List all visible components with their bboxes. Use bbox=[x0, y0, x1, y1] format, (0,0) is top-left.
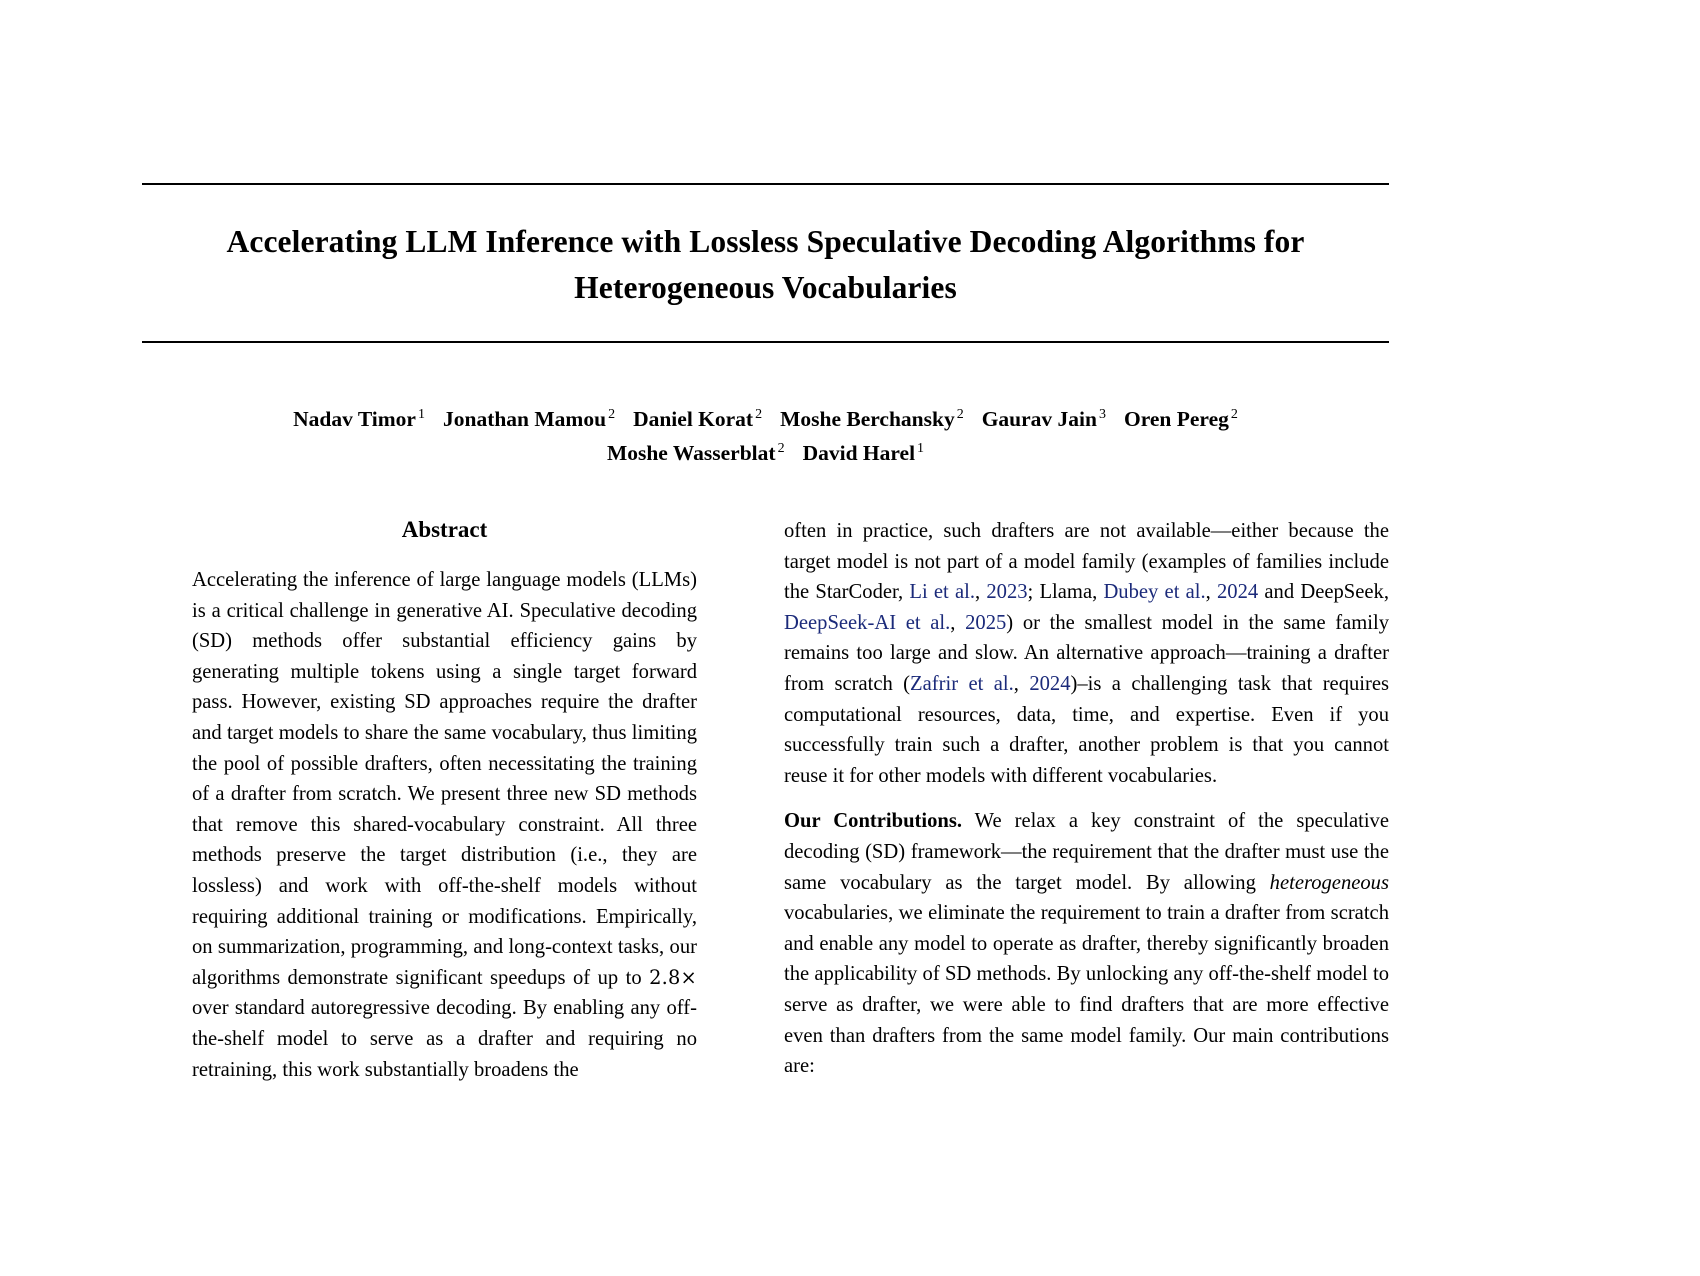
abstract-heading: Abstract bbox=[401, 517, 488, 542]
intro-text-seg2: ; Llama, bbox=[1027, 581, 1104, 604]
author-affiliation: 2 bbox=[1230, 406, 1238, 422]
title-block bbox=[142, 183, 1389, 343]
citation-link-deepseek[interactable] bbox=[784, 612, 950, 634]
author-line-1 bbox=[142, 402, 1389, 436]
emphasis-heterogeneous: heterogeneous bbox=[1269, 871, 1389, 894]
author-name: Jonathan Mamou bbox=[442, 407, 607, 431]
author-name: Moshe Wasserblat bbox=[606, 441, 776, 465]
author-entry bbox=[780, 407, 964, 431]
author-name: David Harel bbox=[802, 441, 916, 465]
intro-paragraph-1 bbox=[784, 516, 1389, 791]
author-affiliation: 1 bbox=[417, 406, 425, 422]
author-entry bbox=[607, 441, 785, 465]
citation-link-dubey-year[interactable] bbox=[1217, 581, 1258, 603]
author-name: Gaurav Jain bbox=[981, 407, 1097, 431]
author-entry bbox=[803, 441, 924, 465]
author-line-2 bbox=[142, 436, 1389, 470]
citation-author: DeepSeek-AI et al. bbox=[784, 611, 951, 634]
author-entry bbox=[1124, 407, 1238, 431]
abstract-text-part2: over standard autoregressive decoding. By enabling any off-the-shelf model to serve as a drafter and requiring no retraining, this work substantially broadens the bbox=[192, 997, 697, 1081]
author-affiliation: 2 bbox=[755, 406, 763, 422]
contributions-text-seg1: We relax a key constraint of the speculative decoding (SD) framework—the requirement that the drafter must use the same vocabulary as the target model. By allowing bbox=[784, 810, 1389, 894]
author-name: Daniel Korat bbox=[633, 407, 754, 431]
author-list bbox=[142, 402, 1389, 470]
abstract-speedup-value: 2.8× bbox=[649, 965, 697, 989]
citation-author: Zafrir et al. bbox=[910, 672, 1014, 695]
title-rule-bottom bbox=[142, 341, 1389, 343]
intro-text-seg3: and DeepSeek, bbox=[1258, 581, 1389, 604]
left-column bbox=[192, 516, 697, 1276]
citation-year: 2024 bbox=[1217, 581, 1259, 604]
citation-link-deepseek-year[interactable] bbox=[965, 612, 1006, 634]
citation-link-li[interactable] bbox=[909, 581, 975, 603]
contributions-text-seg2: vocabularies, we eliminate the requirement to train a drafter from scratch and enable any model to operate as drafter, thereby significantly broaden the applicability of SD methods. By unlocking any off-the-shelf model to serve as drafter, we were able to find drafters that are more effective even than drafters from the same model family. Our main contributions are: bbox=[784, 902, 1389, 1078]
citation-separator: , bbox=[1013, 672, 1030, 695]
citation-separator: , bbox=[950, 611, 966, 634]
citation-link-zafrir-year[interactable] bbox=[1029, 673, 1070, 695]
author-entry bbox=[293, 407, 425, 431]
author-affiliation: 3 bbox=[1098, 406, 1106, 422]
right-column bbox=[784, 516, 1389, 1276]
citation-year: 2025 bbox=[965, 611, 1007, 634]
author-affiliation: 2 bbox=[608, 406, 616, 422]
citation-author: Li et al. bbox=[909, 581, 975, 604]
author-entry bbox=[982, 407, 1106, 431]
intro-text-seg1: often in practice, such drafters are not available—either because the target model is not part of a model family (examples of families include the StarCoder, bbox=[784, 520, 1389, 604]
citation-link-li-year[interactable] bbox=[986, 581, 1027, 603]
citation-separator: , bbox=[975, 581, 987, 604]
page-title: Accelerating LLM Inference with Lossless Speculative Decoding Algorithms for Heterogeneous Vocabularies bbox=[226, 224, 1305, 305]
citation-year: 2023 bbox=[986, 581, 1028, 604]
author-name: Nadav Timor bbox=[293, 407, 416, 431]
two-column-body bbox=[192, 516, 1389, 1276]
abstract-text-part1: Accelerating the inference of large language models (LLMs) is a critical challenge in generative AI. Speculative decoding (SD) methods offer substantial efficiency gains by generating multiple tokens using a single target forward pass. However, existing SD approaches require the drafter and target models to share the same vocabulary, thus limiting the pool of possible drafters, often necessitating the training of a drafter from scratch. We present three new SD methods that remove this shared-vocabulary constraint. All three methods preserve the target distribution (i.e., they are lossless) and work with off-the-shelf models without requiring additional training or modifications. Empirically, on summarization, programming, and long-context tasks, our algorithms demonstrate significant speedups of up to bbox=[192, 569, 697, 989]
author-name: Moshe Berchansky bbox=[780, 407, 955, 431]
citation-link-dubey[interactable] bbox=[1103, 581, 1205, 603]
abstract-paragraph bbox=[192, 565, 697, 1085]
citation-link-zafrir[interactable] bbox=[910, 673, 1014, 695]
contributions-lead-in: Our Contributions. bbox=[784, 810, 963, 833]
author-affiliation: 2 bbox=[777, 440, 785, 456]
author-affiliation: 2 bbox=[956, 406, 964, 422]
intro-paragraph-2 bbox=[784, 806, 1389, 1081]
author-affiliation: 1 bbox=[917, 440, 925, 456]
intro-text-seg4: ) or the smallest model in the same family remains too large and slow. An alternative approach—training a drafter from scratch ( bbox=[784, 611, 1390, 695]
citation-year: 2024 bbox=[1029, 672, 1071, 695]
author-entry bbox=[443, 407, 615, 431]
intro-text-seg5: )–is a challenging task that requires computational resources, data, time, and expertise. Even if you successfully train such a drafter, another problem is that you cannot reuse it for other models with different vocabularies. bbox=[784, 672, 1390, 787]
author-entry bbox=[633, 407, 762, 431]
author-name: Oren Pereg bbox=[1123, 407, 1229, 431]
citation-author: Dubey et al. bbox=[1103, 581, 1206, 604]
citation-separator: , bbox=[1205, 581, 1217, 604]
